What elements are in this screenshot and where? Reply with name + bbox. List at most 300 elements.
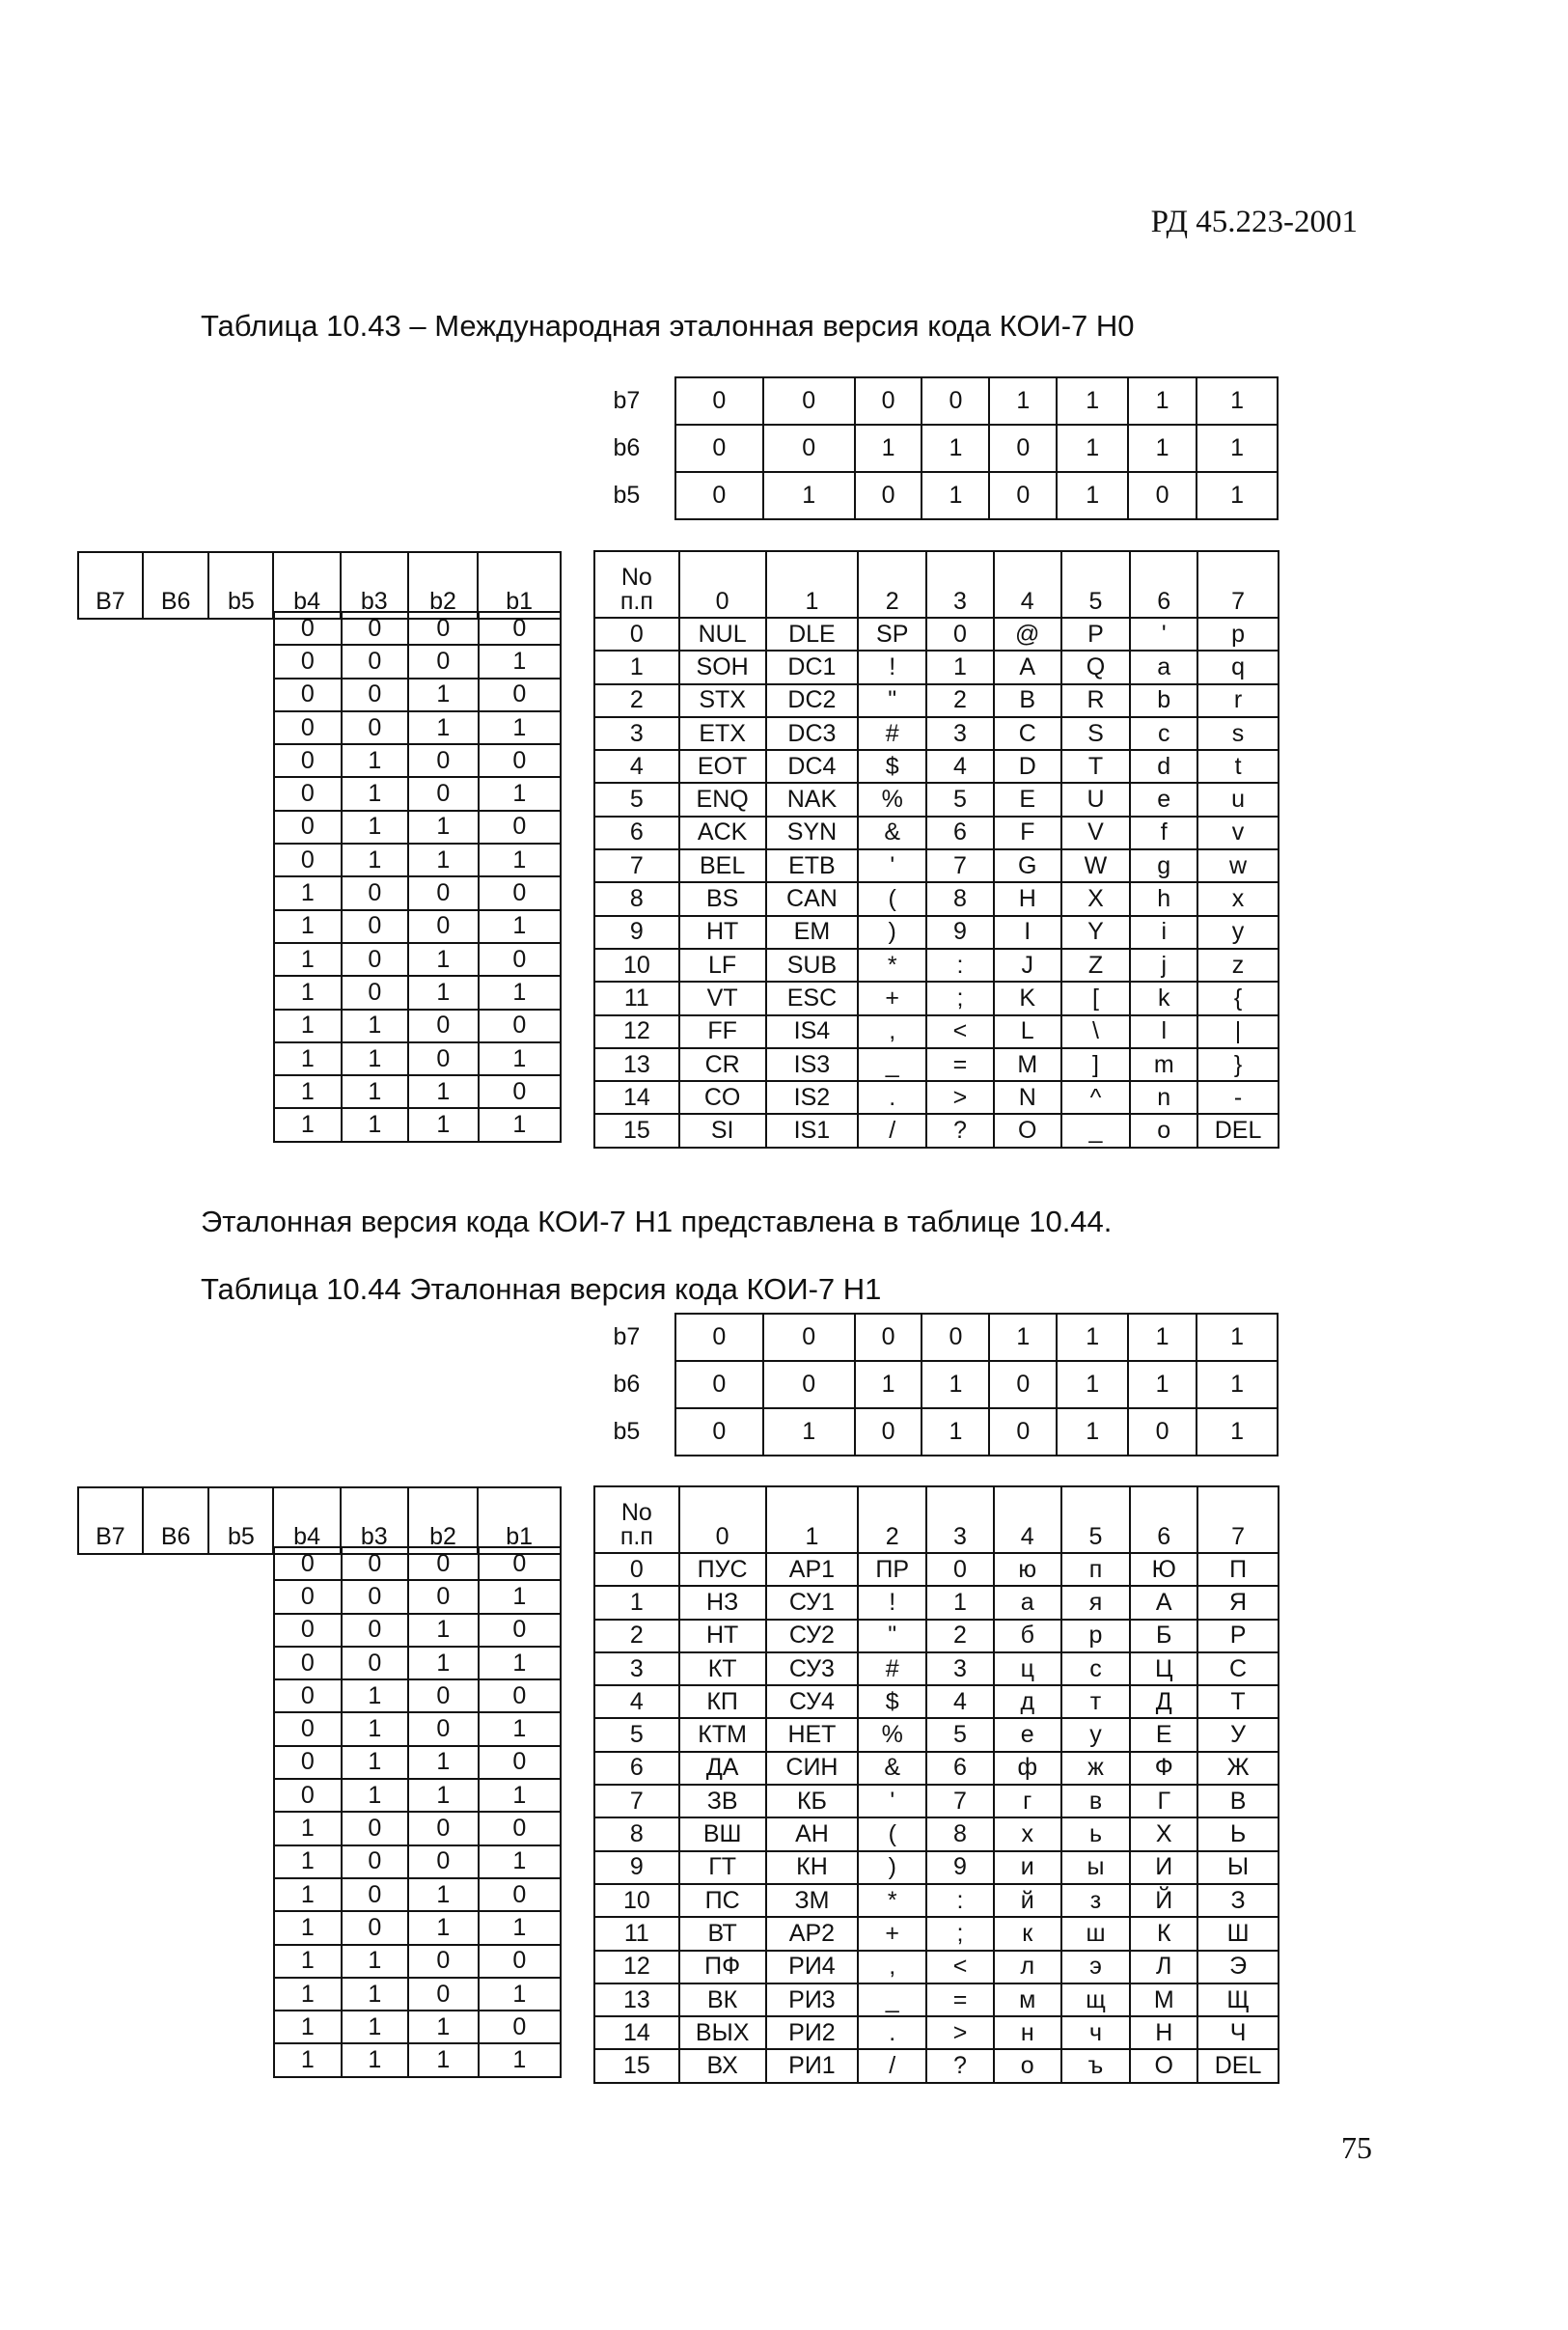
table-cell: EOT [679, 750, 766, 783]
table-row [594, 1851, 1279, 1884]
table-cell: IS2 [766, 1081, 859, 1114]
table-cell: E [994, 783, 1061, 816]
table-cell: ш [1061, 1917, 1131, 1950]
table-row [594, 949, 1279, 982]
table-cell: ВК [679, 1983, 766, 2016]
table-cell: ВШ [679, 1817, 766, 1850]
bits-row [274, 711, 561, 744]
table-cell: Б [1130, 1620, 1197, 1652]
table-cell: % [858, 783, 926, 816]
cell: 1 [1057, 472, 1128, 519]
table-cell: Ф [1130, 1752, 1197, 1785]
table-cell: _ [858, 1048, 926, 1081]
table-cell: Ю [1130, 1553, 1197, 1586]
table-cell: N [994, 1081, 1061, 1114]
table-cell: 1 [274, 943, 342, 976]
table-cell: 1 [1197, 1408, 1278, 1456]
table-cell: 8 [594, 1817, 679, 1850]
table-cell: 0 [408, 1712, 479, 1745]
table-cell: IS3 [766, 1048, 859, 1081]
table-cell: 1 [763, 1408, 855, 1456]
header-b1: b1 [478, 1487, 561, 1554]
cell: 1 [1197, 472, 1278, 519]
table-cell: 0 [274, 711, 342, 744]
table-cell: 1 [989, 1314, 1057, 1361]
table-cell: CAN [766, 882, 859, 915]
table-cell: 12 [594, 1951, 679, 1983]
table-cell: 1 [342, 744, 409, 777]
table-cell: 5 [594, 1718, 679, 1751]
table-cell: 1 [274, 1010, 342, 1042]
table-cell: 6 [594, 1752, 679, 1785]
table-cell: 15 [594, 1114, 679, 1147]
table-cell: 2 [858, 1486, 926, 1553]
table-cell: СИН [766, 1752, 859, 1785]
table-cell: 0 [408, 645, 479, 678]
table-cell: M [994, 1048, 1061, 1081]
table-row [78, 1487, 561, 1554]
table-cell: Т [1197, 1685, 1279, 1718]
table-cell: 2 [858, 551, 926, 618]
cell: 0 [855, 377, 922, 425]
table-cell: K [994, 982, 1061, 1014]
cell: 1 [1197, 377, 1278, 425]
table-cell: 0 [675, 1361, 763, 1408]
bits-row [274, 1845, 561, 1878]
table-cell: 1 [855, 1361, 922, 1408]
table-cell: O [994, 1114, 1061, 1147]
table-cell: 1 [342, 811, 409, 844]
table-cell: СУ3 [766, 1652, 859, 1685]
table-cell: 1 [274, 876, 342, 909]
table-cell: 0 [926, 618, 994, 651]
table-cell: 0 [274, 679, 342, 711]
table-row [594, 1951, 1279, 1983]
table-cell: РИ4 [766, 1951, 859, 1983]
table-row [594, 1620, 1279, 1652]
table-cell: 0 [408, 612, 479, 645]
table-cell: , [858, 1951, 926, 1983]
table-cell: SI [679, 1114, 766, 1147]
table-caption-10-43: Таблица 10.43 – Международная эталонная версия кода КОИ-7 Н0 [201, 309, 1135, 343]
table-cell: F [994, 817, 1061, 849]
cell: 1 [855, 425, 922, 472]
table-cell: 4 [594, 750, 679, 783]
table-cell: 1 [342, 1978, 409, 2011]
table-cell: 1 [766, 1486, 859, 1553]
table-cell: DEL [1197, 2049, 1279, 2082]
table-cell: p [1197, 618, 1279, 651]
table-cell: ACK [679, 817, 766, 849]
table-cell: l [1130, 1015, 1197, 1048]
table-cell: 1 [479, 1779, 561, 1812]
table-cell: 4 [594, 1685, 679, 1718]
bit-columns-10-44 [273, 1546, 562, 2078]
table-cell: 0 [408, 1010, 479, 1042]
table-cell: 3 [926, 551, 994, 618]
table-cell: ПР [858, 1553, 926, 1586]
table-cell: ъ [1061, 2049, 1131, 2082]
table-cell: ПФ [679, 1951, 766, 1983]
table-cell: u [1197, 783, 1279, 816]
table-cell: ч [1061, 2016, 1131, 2049]
table-cell: 0 [675, 1408, 763, 1456]
code-table-10-43 [593, 550, 1279, 1149]
table-cell: АН [766, 1817, 859, 1850]
table-cell: e [1130, 783, 1197, 816]
table-cell: 1 [922, 1408, 989, 1456]
table-cell: 1 [408, 844, 479, 876]
cell: 1 [1057, 377, 1128, 425]
label-text: п.п [619, 1523, 653, 1550]
table-cell: 7 [926, 849, 994, 882]
header-b3: b3 [341, 1487, 408, 1554]
table-cell: О [1130, 2049, 1197, 2082]
table-cell: 1 [479, 1647, 561, 1679]
table-cell: 0 [989, 1408, 1057, 1456]
table-cell: 1 [1128, 1314, 1197, 1361]
table-cell: . [858, 2016, 926, 2049]
table-row [594, 717, 1279, 750]
table-cell: 5 [1061, 551, 1131, 618]
table-cell: РИ3 [766, 1983, 859, 2016]
table-cell: П [1197, 1553, 1279, 1586]
table-cell: ь [1061, 1817, 1131, 1850]
table-row [594, 817, 1279, 849]
table-cell: 1 [342, 2011, 409, 2043]
table-cell: 0 [479, 1010, 561, 1042]
table-row [594, 651, 1279, 683]
table-cell: 1 [408, 811, 479, 844]
table-cell: КП [679, 1685, 766, 1718]
table-cell: щ [1061, 1983, 1131, 2016]
header-B6: B6 [143, 1487, 209, 1554]
table-cell: + [858, 982, 926, 1014]
table-cell: 1 [274, 1812, 342, 1845]
table-cell: ЗМ [766, 1884, 859, 1917]
table-cell: # [858, 1652, 926, 1685]
table-cell: и [994, 1851, 1061, 1884]
table-cell: о [994, 2049, 1061, 2082]
table-row [594, 1752, 1279, 1785]
table-cell: 1 [274, 1945, 342, 1978]
table-cell: ; [926, 1917, 994, 1950]
table-cell: = [926, 1983, 994, 2016]
table-cell: 0 [342, 612, 409, 645]
cell: 0 [763, 425, 855, 472]
table-cell: : [926, 1884, 994, 1917]
header-b5: b5 [208, 552, 273, 619]
top-label: b7 [613, 387, 641, 414]
table-row [594, 1817, 1279, 1850]
table-cell: DC4 [766, 750, 859, 783]
table-cell: б [994, 1620, 1061, 1652]
table-cell: 6 [594, 817, 679, 849]
table-cell: 0 [479, 1878, 561, 1911]
table-cell: 1 [342, 2043, 409, 2076]
table-cell: ^ [1061, 1081, 1131, 1114]
table-cell: DC3 [766, 717, 859, 750]
cell: 0 [675, 377, 763, 425]
table-cell: н [994, 2016, 1061, 2049]
table-cell: з [1061, 1884, 1131, 1917]
table-cell: 1 [408, 2043, 479, 2076]
table-cell: 0 [342, 1812, 409, 1845]
table-cell: 0 [679, 1486, 766, 1553]
table-cell: c [1130, 717, 1197, 750]
table-cell: ' [858, 1785, 926, 1817]
table-cell: 8 [594, 882, 679, 915]
bits-row [274, 811, 561, 844]
table-cell: 1 [408, 711, 479, 744]
table-cell: 9 [594, 1851, 679, 1884]
table-row [594, 2049, 1279, 2082]
table-cell: 0 [342, 1845, 409, 1878]
table-row [594, 1917, 1279, 1950]
table-cell: 0 [342, 645, 409, 678]
bits-row [274, 943, 561, 976]
bits-row [274, 876, 561, 909]
table-cell: ВТ [679, 1917, 766, 1950]
table-cell: 0 [479, 811, 561, 844]
table-cell: 0 [408, 1679, 479, 1712]
table-cell: P [1061, 618, 1131, 651]
top-label: b6 [613, 1371, 641, 1398]
table-cell: 3 [926, 717, 994, 750]
table-cell: 0 [274, 777, 342, 810]
table-cell: 4 [926, 1685, 994, 1718]
table-cell: 0 [274, 1679, 342, 1712]
table-cell: / [858, 1114, 926, 1147]
table-cell: 0 [342, 1547, 409, 1580]
bits-row [274, 679, 561, 711]
table-cell: " [858, 1620, 926, 1652]
left-bit-headers-10-43 [77, 551, 562, 620]
table-cell: $ [858, 1685, 926, 1718]
column-header-row [594, 551, 1279, 618]
cell: 1 [1197, 425, 1278, 472]
table-cell: 0 [479, 943, 561, 976]
table-cell: 3 [594, 717, 679, 750]
table-row [594, 1884, 1279, 1917]
table-cell: 1 [479, 976, 561, 1009]
table-cell: _ [858, 1983, 926, 2016]
bits-row [274, 1812, 561, 1845]
bits-row [274, 1746, 561, 1779]
table-cell: a [1130, 651, 1197, 683]
table-cell: 9 [594, 916, 679, 949]
table-cell: 1 [274, 1911, 342, 1944]
table-cell: 1 [342, 1679, 409, 1712]
table-cell: 0 [408, 1812, 479, 1845]
table-cell: > [926, 2016, 994, 2049]
table-cell: С [1197, 1652, 1279, 1685]
bits-row [274, 1547, 561, 1580]
table-cell: 1 [408, 1911, 479, 1944]
cell: 1 [922, 472, 989, 519]
table-cell: 1 [479, 1845, 561, 1878]
table-cell: 0 [855, 1314, 922, 1361]
table-cell: З [1197, 1884, 1279, 1917]
table-cell: ы [1061, 1851, 1131, 1884]
table-cell: R [1061, 684, 1131, 717]
bits-row [274, 976, 561, 1009]
cell: 1 [922, 425, 989, 472]
table-cell: 0 [479, 679, 561, 711]
table-cell: 0 [479, 1614, 561, 1647]
table-cell: * [858, 1884, 926, 1917]
table-row [594, 1586, 1279, 1619]
header-b5: b5 [208, 1487, 273, 1554]
cell: 1 [1057, 425, 1128, 472]
table-cell: ЗВ [679, 1785, 766, 1817]
table-cell: ! [858, 1586, 926, 1619]
table-cell: 1 [342, 1042, 409, 1075]
bits-row [274, 1712, 561, 1745]
table-cell: 0 [479, 1945, 561, 1978]
table-cell: 1 [479, 645, 561, 678]
table-cell: U [1061, 783, 1131, 816]
table-row [594, 1785, 1279, 1817]
table-cell: 1 [479, 1712, 561, 1745]
table-cell: Р [1197, 1620, 1279, 1652]
header-b2: b2 [408, 552, 479, 619]
table-cell: 0 [342, 910, 409, 943]
table-cell: , [858, 1015, 926, 1048]
table-cell: 0 [274, 1647, 342, 1679]
table-cell: ( [858, 1817, 926, 1850]
bit-columns-10-43 [273, 611, 562, 1143]
table-cell: Y [1061, 916, 1131, 949]
table-cell: ETB [766, 849, 859, 882]
table-cell: 0 [675, 1314, 763, 1361]
table-cell: к [994, 1917, 1061, 1950]
table-cell: И [1130, 1851, 1197, 1884]
table-cell: 1 [274, 1978, 342, 2011]
table-cell: # [858, 717, 926, 750]
header-b4: b4 [273, 552, 341, 619]
cell: 0 [1128, 472, 1197, 519]
table-cell: ; [926, 982, 994, 1014]
table-cell: у [1061, 1718, 1131, 1751]
top-row-b6 [579, 1361, 1278, 1408]
table-cell: 1 [274, 1075, 342, 1108]
bits-row [274, 1108, 561, 1141]
table-cell: [ [1061, 982, 1131, 1014]
table-cell: г [994, 1785, 1061, 1817]
table-row [594, 1048, 1279, 1081]
table-cell: 1 [594, 1586, 679, 1619]
table-cell: 6 [1130, 1486, 1197, 1553]
table-cell: 1 [274, 2011, 342, 2043]
header-B7: B7 [78, 1487, 143, 1554]
table-cell: 1 [274, 976, 342, 1009]
table-cell: РИ1 [766, 2049, 859, 2082]
table-cell: 7 [926, 1785, 994, 1817]
table-cell: SOH [679, 651, 766, 683]
table-cell: 4 [926, 750, 994, 783]
table-cell: J [994, 949, 1061, 982]
table-cell: : [926, 949, 994, 982]
table-row [594, 618, 1279, 651]
table-cell: Э [1197, 1951, 1279, 1983]
table-cell: 4 [994, 551, 1061, 618]
table-cell: 1 [342, 1108, 409, 1141]
table-cell: \ [1061, 1015, 1131, 1048]
table-cell: М [1130, 1983, 1197, 2016]
table-cell: 1 [1057, 1361, 1128, 1408]
table-cell: 1 [479, 711, 561, 744]
table-cell: 1 [274, 910, 342, 943]
table-cell: 1 [408, 1647, 479, 1679]
table-cell: 0 [594, 618, 679, 651]
table-cell: 13 [594, 1048, 679, 1081]
no-header [594, 551, 679, 618]
table-cell: _ [1061, 1114, 1131, 1147]
table-cell: Д [1130, 1685, 1197, 1718]
table-cell: 9 [926, 916, 994, 949]
top-label: b7 [613, 1323, 641, 1350]
bits-row [274, 1679, 561, 1712]
table-cell: 2 [926, 1620, 994, 1652]
bits-row [274, 1614, 561, 1647]
table-cell: 12 [594, 1015, 679, 1048]
top-bit-header-10-44 [579, 1313, 1279, 1456]
table-cell: ВХ [679, 2049, 766, 2082]
table-cell: i [1130, 916, 1197, 949]
table-cell: j [1130, 949, 1197, 982]
table-cell: Z [1061, 949, 1131, 982]
table-cell: 1 [1197, 1361, 1278, 1408]
table-row [78, 552, 561, 619]
table-cell: C [994, 717, 1061, 750]
table-cell: = [926, 1048, 994, 1081]
table-cell: 1 [926, 1586, 994, 1619]
table-row [594, 1652, 1279, 1685]
table-cell: 0 [479, 1812, 561, 1845]
table-cell: 6 [926, 817, 994, 849]
table-cell: 1 [479, 1108, 561, 1141]
table-cell: КТМ [679, 1718, 766, 1751]
table-cell: - [1197, 1081, 1279, 1114]
table-cell: 2 [926, 684, 994, 717]
table-cell: 1 [408, 943, 479, 976]
table-cell: 0 [922, 1314, 989, 1361]
table-cell: t [1197, 750, 1279, 783]
table-cell: в [1061, 1785, 1131, 1817]
top-row-b7 [579, 1314, 1278, 1361]
table-cell: n [1130, 1081, 1197, 1114]
table-cell: К [1130, 1917, 1197, 1950]
table-cell: 0 [408, 1547, 479, 1580]
table-cell: 1 [1128, 1361, 1197, 1408]
table-cell: BEL [679, 849, 766, 882]
table-cell: ВЫХ [679, 2016, 766, 2049]
bits-row [274, 744, 561, 777]
table-cell: 1 [408, 976, 479, 1009]
table-cell: 3 [594, 1652, 679, 1685]
table-cell: В [1197, 1785, 1279, 1817]
table-row [594, 1114, 1279, 1147]
table-cell: СУ4 [766, 1685, 859, 1718]
page-number: 75 [1341, 2130, 1372, 2165]
table-cell: 1 [408, 679, 479, 711]
cell: 0 [675, 472, 763, 519]
table-cell: y [1197, 916, 1279, 949]
table-cell: 10 [594, 949, 679, 982]
table-cell: 0 [408, 777, 479, 810]
bits-row [274, 1580, 561, 1613]
